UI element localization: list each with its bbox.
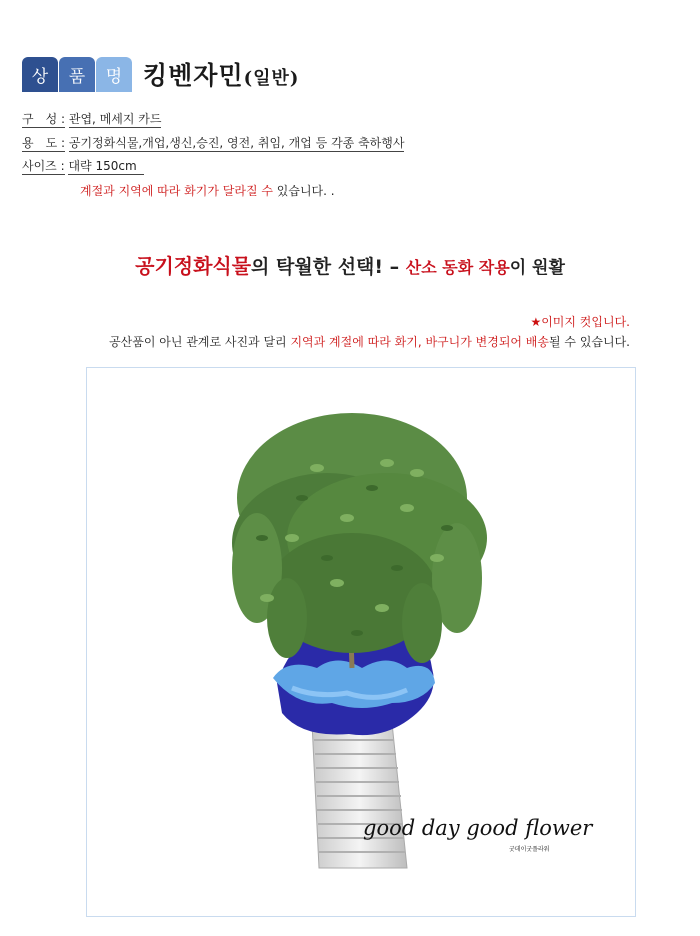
headline-part1: 공기정화식물 [135,254,252,278]
spec-label: 구 성 : [22,112,66,126]
headline [0,250,700,279]
title-badge-2: 품 [59,57,95,92]
delivery-notice-part2: 지역과 계절에 따라 화기, 바구니가 변경되어 배송 [290,335,549,349]
spec-value: 대략 150cm [68,159,137,173]
product-name-suffix: (일반) [243,68,300,89]
image-cut-note: ★이미지 컷입니다. [530,315,630,329]
notice-black-text: 있습니다. . [272,184,335,198]
product-image [86,367,636,917]
spec-label: 사이즈 : [22,159,65,173]
foliage [232,413,487,663]
delivery-notice [109,333,630,350]
spec-usage [22,134,404,151]
product-title-row [22,56,299,92]
headline-part3: 산소 동화 작용 [405,258,510,277]
watermark-text: good day good flower [363,816,593,840]
spec-label: 용 도 : [22,136,66,150]
spec-value: 관엽, 메세지 카드 [68,112,162,126]
delivery-notice-part1: 공산품이 아닌 관계로 사진과 달리 [109,335,291,349]
notice-red-text: 계절과 지역에 따라 화기가 달라질 수 [80,184,273,198]
spec-value: 공기정화식물,개업,생신,승진, 영전, 취임, 개업 등 각종 축하행사 [68,136,405,150]
pot-shape [312,723,407,868]
product-name-text: 킹벤자민 [143,61,244,90]
watermark-subtext: 굿데이굿플라워 [509,846,550,853]
title-badge-1: 상 [22,57,58,92]
spec-composition [22,110,161,127]
headline-part4: 이 원활 [509,258,565,278]
vase-change-notice [80,182,335,199]
spec-size [22,157,144,174]
title-badge-3: 명 [96,57,132,92]
headline-part2: 의 탁월한 선택! – [251,256,406,278]
delivery-notice-part3: 될 수 있습니다. [549,335,630,349]
product-name [143,56,299,92]
